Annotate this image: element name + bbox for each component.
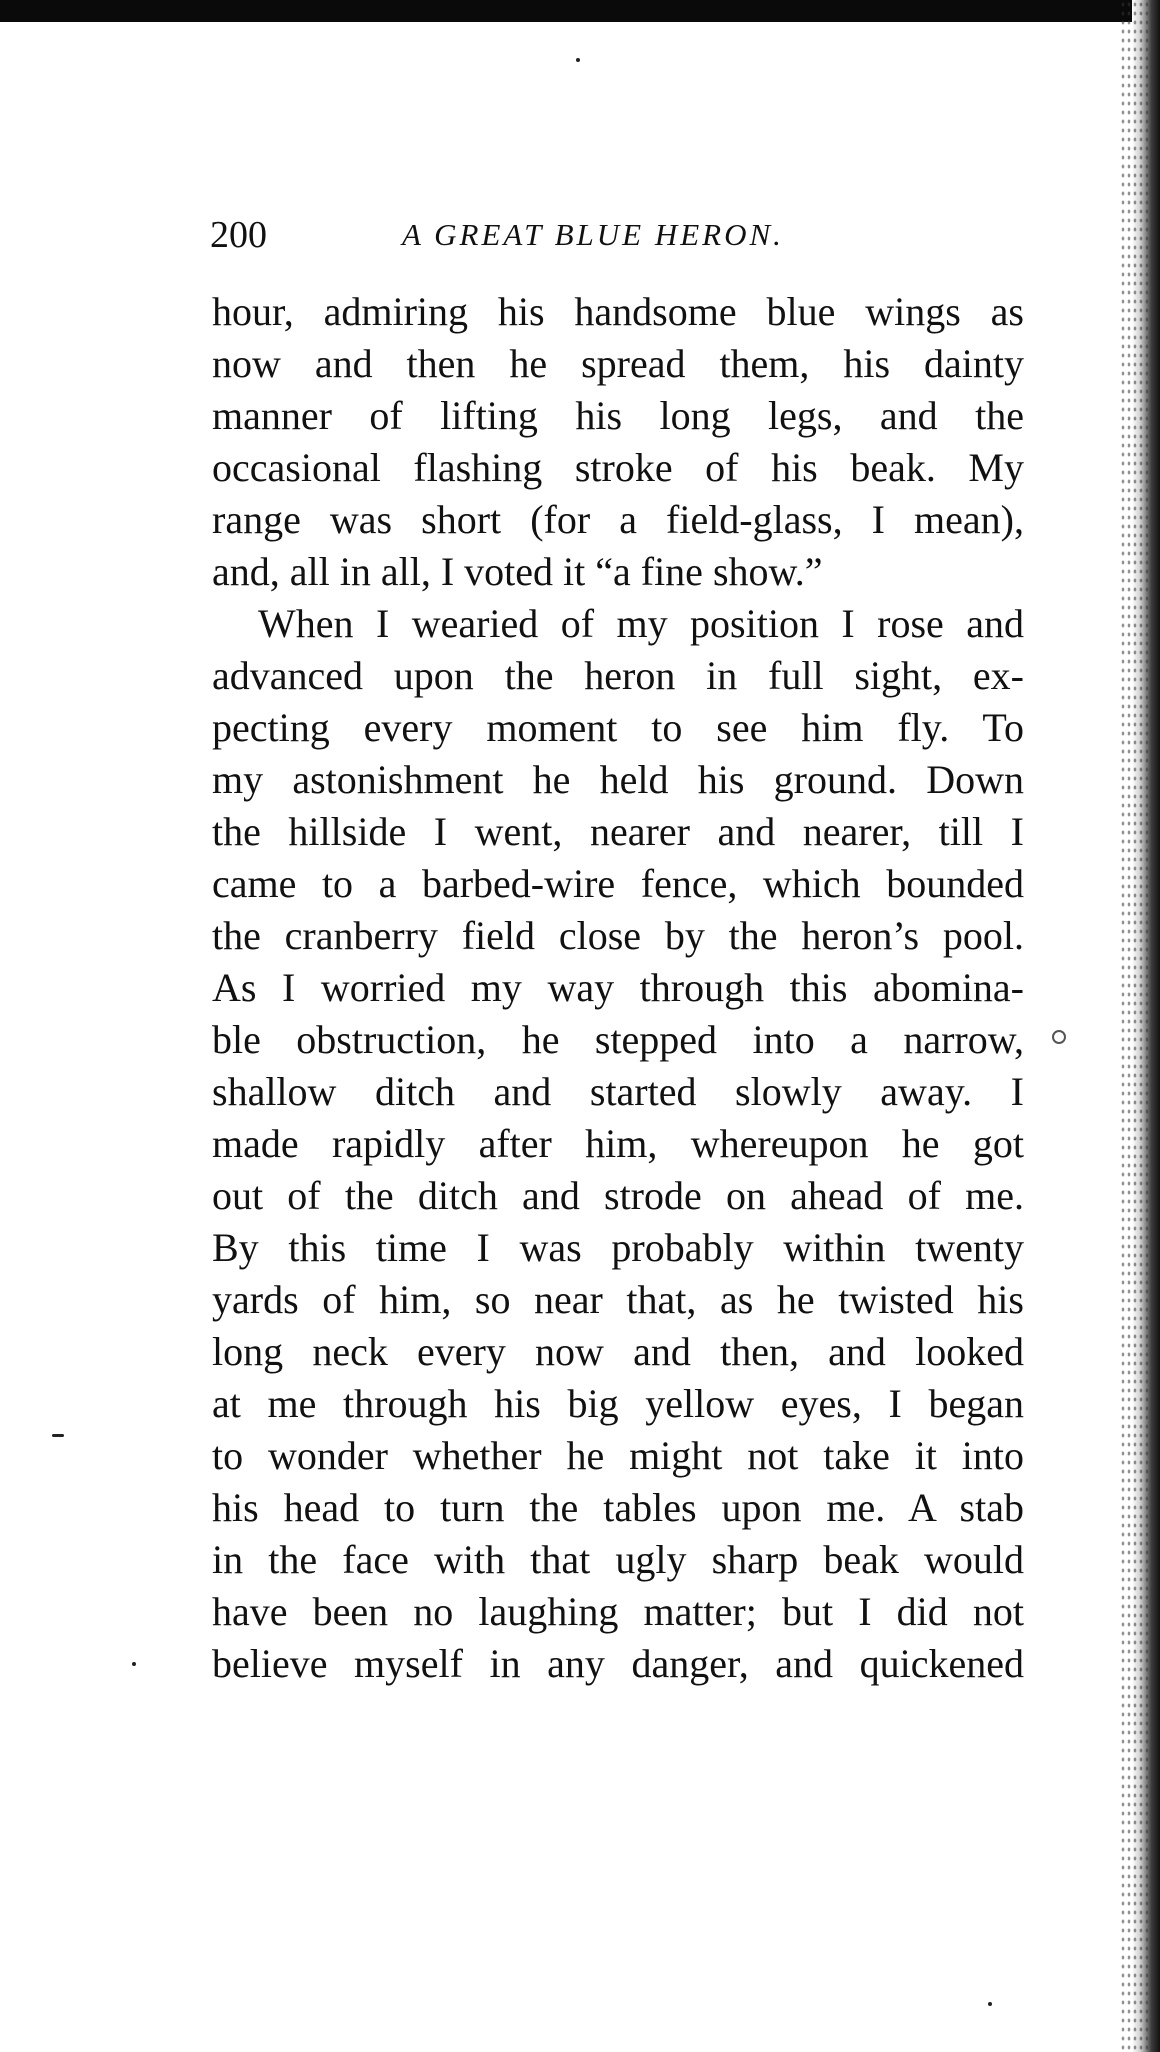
paragraph-start-line: When I wearied of my position I rose and <box>258 601 1024 646</box>
text-line: the hillside I went, nearer and nearer, till I <box>212 809 1024 854</box>
text-line: out of the ditch and strode on ahead of me. <box>212 1173 1024 1218</box>
text-line: and, all in all, I voted it “a fine show.” <box>212 549 823 594</box>
text-line: manner of lifting his long legs, and the <box>212 393 1024 438</box>
scan-speck <box>52 1434 64 1437</box>
text-line: now and then he spread them, his dainty <box>212 341 1024 386</box>
text-line: hour, admiring his handsome blue wings as <box>212 289 1024 334</box>
text-line: range was short (for a field-glass, I mean), <box>212 497 1024 542</box>
text-line: As I worried my way through this abomina- <box>212 965 1024 1010</box>
scan-page-edge-speckle <box>1120 0 1150 2052</box>
text-line: occasional flashing stroke of his beak. My <box>212 445 1024 490</box>
text-line: long neck every now and then, and looked <box>212 1329 1024 1374</box>
text-line: advanced upon the heron in full sight, ex- <box>212 653 1024 698</box>
text-line: By this time I was probably within twenty <box>212 1225 1024 1270</box>
scan-top-border <box>0 0 1160 22</box>
body-text <box>212 286 1024 1690</box>
scan-speck <box>1052 1030 1066 1044</box>
page-number: 200 <box>210 214 267 256</box>
text-line: pecting every moment to see him fly. To <box>212 705 1024 750</box>
scan-speck <box>988 2002 992 2006</box>
running-head <box>210 210 1030 260</box>
text-line: at me through his big yellow eyes, I began <box>212 1381 1024 1426</box>
text-line: in the face with that ugly sharp beak would <box>212 1537 1024 1582</box>
text-line: ble obstruction, he stepped into a narrow, <box>212 1017 1024 1062</box>
text-line: made rapidly after him, whereupon he got <box>212 1121 1024 1166</box>
text-line: to wonder whether he might not take it into <box>212 1433 1024 1478</box>
text-line: shallow ditch and started slowly away. I <box>212 1069 1024 1114</box>
text-line: my astonishment he held his ground. Down <box>212 757 1024 802</box>
text-line: his head to turn the tables upon me. A stab <box>212 1485 1024 1530</box>
text-line: believe myself in any danger, and quickened <box>212 1641 1024 1686</box>
scan-speck <box>576 58 580 62</box>
text-line: came to a barbed-wire fence, which bounded <box>212 861 1024 906</box>
running-title: A GREAT BLUE HERON. <box>402 217 784 252</box>
text-line: have been no laughing matter; but I did not <box>212 1589 1024 1634</box>
text-line: yards of him, so near that, as he twisted his <box>212 1277 1024 1322</box>
scan-speck <box>132 1662 136 1666</box>
text-line: the cranberry field close by the heron’s pool. <box>212 913 1024 958</box>
